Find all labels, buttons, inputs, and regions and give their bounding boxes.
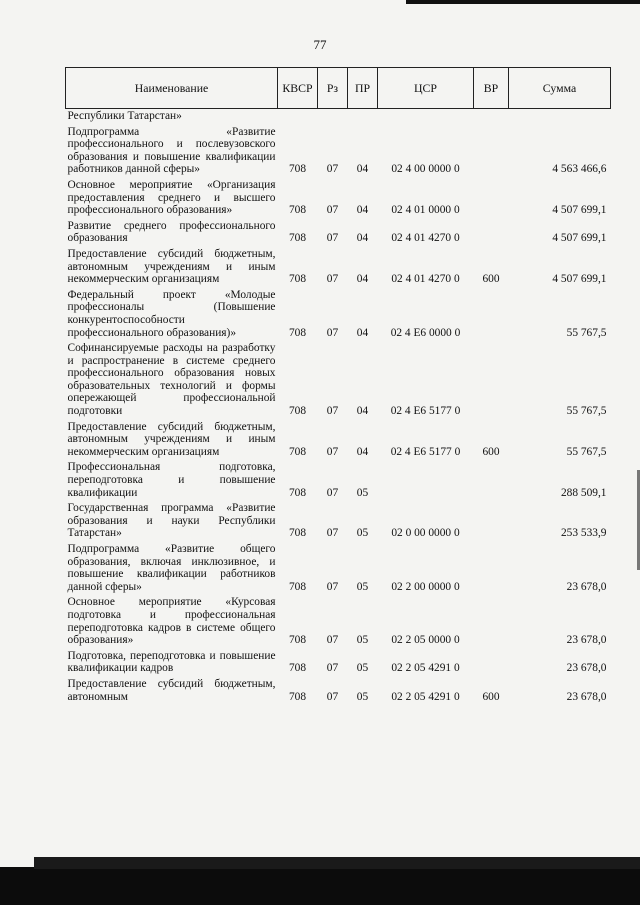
cell-sum: 253 533,9 bbox=[560, 527, 607, 540]
cell-rz: 07 bbox=[326, 690, 339, 703]
cell-csr: 02 2 05 4291 0 bbox=[391, 662, 460, 675]
cell-name: Подпрограмма «Развитие общего образования, включая инклюзивное, и повышение квалификации работников данной сферы» bbox=[67, 543, 276, 593]
cell-vr: 600 bbox=[482, 273, 500, 286]
cell-kvsr: 708 bbox=[288, 527, 307, 540]
cell-sum: 55 767,5 bbox=[566, 405, 607, 418]
cell-vr bbox=[474, 649, 509, 677]
table-header-row bbox=[66, 68, 611, 109]
cell-vr bbox=[474, 460, 509, 501]
cell-rz bbox=[318, 109, 348, 125]
cell-sum: 55 767,5 bbox=[566, 326, 607, 339]
table-row bbox=[66, 542, 611, 595]
cell-csr: 02 4 Е6 0000 0 bbox=[390, 326, 461, 339]
cell-csr bbox=[378, 460, 474, 501]
cell-rz: 07 bbox=[326, 232, 339, 245]
cell-vr bbox=[474, 219, 509, 247]
cell-name: Федеральный проект «Молодые профессионалы (Повышение конкурентоспособности профессионального образования)» bbox=[67, 288, 276, 339]
cell-vr bbox=[474, 501, 509, 542]
table-row bbox=[66, 649, 611, 677]
cell-pr: 05 bbox=[356, 486, 369, 499]
cell-sum: 23 678,0 bbox=[566, 634, 607, 647]
budget-table bbox=[65, 67, 611, 705]
cell-csr: 02 4 Е6 5177 0 bbox=[390, 445, 461, 458]
cell-pr: 05 bbox=[356, 690, 369, 703]
table-row bbox=[66, 178, 611, 219]
cell-vr bbox=[474, 542, 509, 595]
header-name: Наименование bbox=[66, 68, 278, 109]
table-row bbox=[66, 247, 611, 288]
cell-sum: 23 678,0 bbox=[566, 662, 607, 675]
cell-kvsr bbox=[278, 109, 318, 125]
cell-name: Предоставление субсидий бюджетным, автономным bbox=[67, 677, 276, 703]
cell-name: Предоставление субсидий бюджетным, автономным учреждениям и иным некоммерческим организациям bbox=[67, 247, 276, 286]
cell-name: Республики Татарстан» bbox=[67, 110, 182, 122]
cell-sum: 55 767,5 bbox=[566, 445, 607, 458]
cell-name: Подготовка, переподготовка и повышение квалификации кадров bbox=[67, 649, 276, 675]
cell-name: Профессиональная подготовка, переподготовка и повышение квалификации bbox=[67, 461, 276, 499]
cell-kvsr: 708 bbox=[288, 405, 307, 418]
table-row bbox=[66, 109, 611, 125]
header-csr: ЦСР bbox=[378, 68, 474, 109]
table-row bbox=[66, 219, 611, 247]
cell-kvsr: 708 bbox=[288, 273, 307, 286]
header-sum: Сумма bbox=[509, 68, 611, 109]
cell-kvsr: 708 bbox=[288, 580, 307, 593]
cell-vr bbox=[474, 125, 509, 178]
cell-sum: 4 507 699,1 bbox=[552, 204, 607, 217]
cell-pr: 04 bbox=[356, 204, 369, 217]
cell-kvsr: 708 bbox=[288, 445, 307, 458]
cell-rz: 07 bbox=[326, 273, 339, 286]
header-pr: ПР bbox=[348, 68, 378, 109]
cell-csr bbox=[378, 109, 474, 125]
cell-kvsr: 708 bbox=[288, 662, 307, 675]
cell-pr: 04 bbox=[356, 273, 369, 286]
cell-kvsr: 708 bbox=[288, 486, 307, 499]
cell-pr bbox=[348, 109, 378, 125]
table-row bbox=[66, 420, 611, 461]
cell-vr bbox=[474, 109, 509, 125]
cell-csr: 02 0 00 0000 0 bbox=[391, 527, 460, 540]
cell-vr bbox=[474, 595, 509, 648]
cell-rz: 07 bbox=[326, 405, 339, 418]
cell-rz: 07 bbox=[326, 527, 339, 540]
cell-kvsr: 708 bbox=[288, 232, 307, 245]
table-body bbox=[66, 109, 611, 706]
cell-sum: 4 563 466,6 bbox=[552, 163, 607, 176]
cell-rz: 07 bbox=[326, 580, 339, 593]
cell-sum bbox=[509, 109, 611, 125]
header-vr: ВР bbox=[474, 68, 509, 109]
cell-sum: 23 678,0 bbox=[566, 580, 607, 593]
cell-csr: 02 2 05 0000 0 bbox=[391, 634, 460, 647]
cell-name: Основное мероприятие «Курсовая подготовка и профессиональная переподготовка кадров в системе общего образования» bbox=[67, 596, 276, 647]
cell-pr: 05 bbox=[356, 580, 369, 593]
cell-vr bbox=[474, 288, 509, 341]
cell-name: Подпрограмма «Развитие профессионального и послевузовского образования и повышение квалификации работников данной сферы» bbox=[67, 125, 276, 176]
header-rz: Рз bbox=[318, 68, 348, 109]
cell-vr bbox=[474, 178, 509, 219]
cell-rz: 07 bbox=[326, 486, 339, 499]
cell-csr: 02 2 00 0000 0 bbox=[391, 580, 460, 593]
cell-rz: 07 bbox=[326, 445, 339, 458]
page-number: 77 bbox=[313, 37, 327, 52]
cell-kvsr: 708 bbox=[288, 204, 307, 217]
cell-csr: 02 4 01 0000 0 bbox=[391, 204, 460, 217]
cell-csr: 02 4 01 4270 0 bbox=[391, 232, 460, 245]
cell-pr: 05 bbox=[356, 662, 369, 675]
cell-pr: 04 bbox=[356, 405, 369, 418]
cell-name: Государственная программа «Развитие образования и науки Республики Татарстан» bbox=[67, 502, 276, 540]
cell-rz: 07 bbox=[326, 326, 339, 339]
cell-kvsr: 708 bbox=[288, 690, 307, 703]
cell-pr: 04 bbox=[356, 326, 369, 339]
cell-pr: 05 bbox=[356, 634, 369, 647]
cell-sum: 4 507 699,1 bbox=[552, 273, 607, 286]
cell-kvsr: 708 bbox=[288, 163, 307, 176]
cell-name: Софинансируемые расходы на разработку и распространение в системе среднего профессионального образования новых образовательных технологий и формы опережающей профессиональной подготовки bbox=[67, 342, 276, 418]
cell-csr: 02 4 Е6 5177 0 bbox=[390, 405, 461, 418]
table-row bbox=[66, 341, 611, 420]
cell-sum: 23 678,0 bbox=[566, 690, 607, 703]
cell-sum: 4 507 699,1 bbox=[552, 232, 607, 245]
scan-top-mark bbox=[406, 0, 640, 4]
cell-vr: 600 bbox=[482, 690, 500, 703]
cell-name: Предоставление субсидий бюджетным, автономным учреждениям и иным некоммерческим организациям bbox=[67, 420, 276, 458]
table-row bbox=[66, 677, 611, 705]
cell-pr: 04 bbox=[356, 163, 369, 176]
cell-rz: 07 bbox=[326, 634, 339, 647]
scan-bottom-band bbox=[0, 867, 640, 905]
table-row bbox=[66, 595, 611, 648]
table-row bbox=[66, 125, 611, 178]
table-row bbox=[66, 501, 611, 542]
table-row bbox=[66, 460, 611, 501]
header-kvsr: КВСР bbox=[278, 68, 318, 109]
cell-kvsr: 708 bbox=[288, 634, 307, 647]
cell-vr bbox=[474, 341, 509, 420]
cell-pr: 05 bbox=[356, 527, 369, 540]
cell-name: Основное мероприятие «Организация предоставления среднего и высшего профессионального образования» bbox=[67, 178, 276, 217]
cell-csr: 02 2 05 4291 0 bbox=[391, 690, 460, 703]
cell-csr: 02 4 01 4270 0 bbox=[391, 273, 460, 286]
cell-pr: 04 bbox=[356, 232, 369, 245]
table-row bbox=[66, 288, 611, 341]
cell-sum: 288 509,1 bbox=[560, 486, 607, 499]
cell-name: Развитие среднего профессионального образования bbox=[67, 219, 276, 245]
cell-pr: 04 bbox=[356, 445, 369, 458]
cell-rz: 07 bbox=[326, 163, 339, 176]
cell-kvsr: 708 bbox=[288, 326, 307, 339]
cell-csr: 02 4 00 0000 0 bbox=[391, 163, 460, 176]
cell-rz: 07 bbox=[326, 662, 339, 675]
cell-rz: 07 bbox=[326, 204, 339, 217]
cell-vr: 600 bbox=[482, 445, 500, 458]
